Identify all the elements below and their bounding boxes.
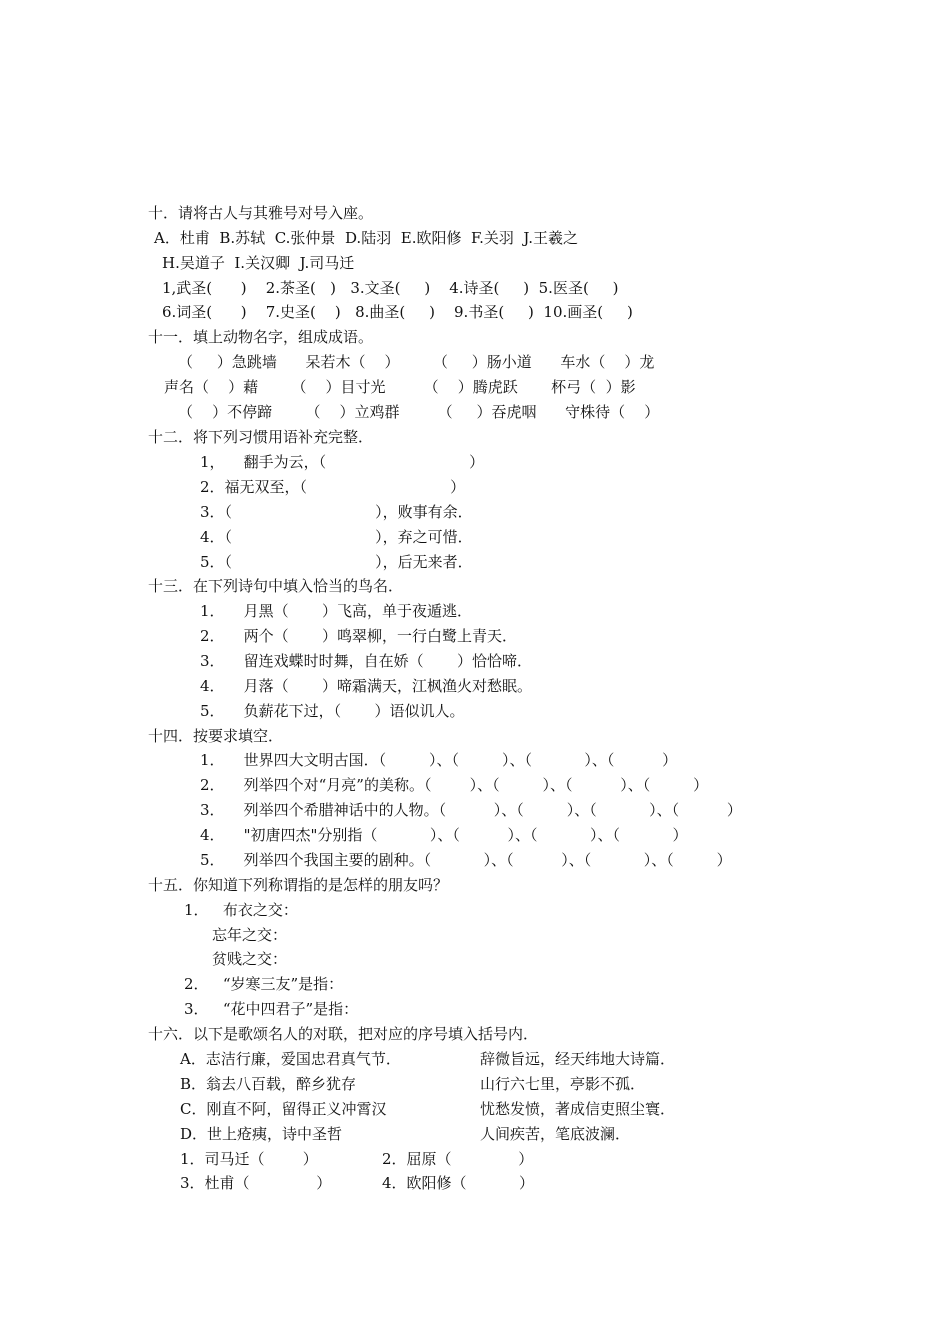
q11-idiom-line-1: （ ）急跳墙 呆若木（ ） （ ）肠小道 车水（ ）龙 xyxy=(178,353,655,371)
q12-item-4: 4．（ ），弃之可惜． xyxy=(200,528,473,546)
q15-item-1-sub-2: 贫贱之交： xyxy=(212,950,288,968)
q16-answer-1: 1．司马迁（ ） xyxy=(180,1150,318,1168)
q12-item-5: 5．（ ），后无来者． xyxy=(200,553,473,571)
q16-couplet-left-b: B．翁去八百载，醉乡犹存 xyxy=(180,1075,357,1093)
q15-item-1-sub-1: 忘年之交： xyxy=(212,926,288,944)
q13-item-5: 5． 负薪花下过，（ ）语似讥人。 xyxy=(200,702,465,720)
q10-names-line-2: H.吴道子 I.关汉卿 J.司马迁 xyxy=(162,254,355,272)
q13-item-1: 1． 月黑（ ）飞高，单于夜遁逃． xyxy=(200,602,472,620)
section-heading-12: 十二．将下列习惯用语补充完整． xyxy=(148,428,374,446)
q10-names-line-1: A．杜甫 B.苏轼 C.张仲景 D.陆羽 E.欧阳修 F.关羽 J.王羲之 xyxy=(154,229,578,247)
q16-couplet-right-d: 人间疾苦，笔底波澜． xyxy=(480,1125,631,1143)
q12-item-1: 1， 翻手为云，（ ） xyxy=(200,453,485,471)
q13-item-4: 4． 月落（ ）啼霜满天，江枫渔火对愁眠。 xyxy=(200,677,532,695)
section-heading-13: 十三．在下列诗句中填入恰当的鸟名． xyxy=(148,577,404,595)
q14-item-4: 4． "初唐四杰"分别指（ ）、（ ）、（ ）、（ ） xyxy=(200,826,688,844)
section-heading-16: 十六．以下是歌颂名人的对联，把对应的序号填入括号内． xyxy=(148,1025,539,1043)
section-heading-14: 十四．按要求填空． xyxy=(148,727,284,745)
q16-couplet-left-d: D．世上疮痍，诗中圣哲 xyxy=(180,1125,343,1143)
q16-couplet-right-a: 辞微旨远，经天纬地大诗篇． xyxy=(480,1050,676,1068)
q14-item-2: 2． 列举四个对“月亮”的美称。（ ）、（ ）、（ ）、（ ） xyxy=(200,776,709,794)
q16-couplet-left-a: A．志洁行廉，爱国忠君真气节． xyxy=(180,1050,401,1068)
section-heading-11: 十一．填上动物名字，组成成语。 xyxy=(148,328,374,346)
q12-item-2: 2．福无双至，（ ） xyxy=(200,478,466,496)
q13-item-2: 2． 两个（ ）鸣翠柳，一行白鹭上青天． xyxy=(200,627,517,645)
q12-item-3: 3．（ ），败事有余． xyxy=(200,503,473,521)
q15-item-3: 3． “花中四君子”是指： xyxy=(184,1000,359,1018)
q10-blanks-line-1: 1,武圣( ) 2.茶圣( ) 3.文圣( ) 4.诗圣( ) 5.医圣( ) xyxy=(162,279,619,297)
q11-idiom-line-3: （ ）不停蹄 （ ）立鸡群 （ ）吞虎咽 守株待（ ） xyxy=(178,403,660,421)
q14-item-1: 1． 世界四大文明古国．（ ）、（ ）、（ ）、（ ） xyxy=(200,751,678,769)
q11-idiom-line-2: 声名（ ）藉 （ ）目寸光 （ ）腾虎跃 杯弓（ ）影 xyxy=(164,378,636,396)
section-heading-15: 十五．你知道下列称谓指的是怎样的朋友吗？ xyxy=(148,876,449,894)
q16-answer-3: 3．杜甫（ ） xyxy=(180,1174,332,1192)
q16-couplet-left-c: C．刚直不阿，留得正义冲霄汉 xyxy=(180,1100,387,1118)
q16-couplet-right-c: 忧愁发愤，著成信吏照尘寰． xyxy=(480,1100,676,1118)
q10-blanks-line-2: 6.词圣( ) 7.史圣( ) 8.曲圣( ) 9.书圣( ) 10.画圣( ) xyxy=(162,303,633,321)
q15-item-2: 2． “岁寒三友”是指： xyxy=(184,975,344,993)
q15-item-1: 1． 布衣之交： xyxy=(184,901,298,919)
q16-answer-2: 2．屈原（ ） xyxy=(382,1150,534,1168)
q16-couplet-right-b: 山行六七里，亭影不孤． xyxy=(480,1075,646,1093)
q14-item-5: 5． 列举四个我国主要的剧种。（ ）、（ ）、（ ）、（ ） xyxy=(200,851,732,869)
q13-item-3: 3． 留连戏蝶时时舞，自在娇（ ）恰恰啼． xyxy=(200,652,532,670)
q14-item-3: 3． 列举四个希腊神话中的人物。（ ）、（ ）、（ ）、（ ） xyxy=(200,801,742,819)
q16-answer-4: 4．欧阳修（ ） xyxy=(382,1174,534,1192)
section-heading-10: 十．请将古人与其雅号对号入座。 xyxy=(148,204,374,222)
